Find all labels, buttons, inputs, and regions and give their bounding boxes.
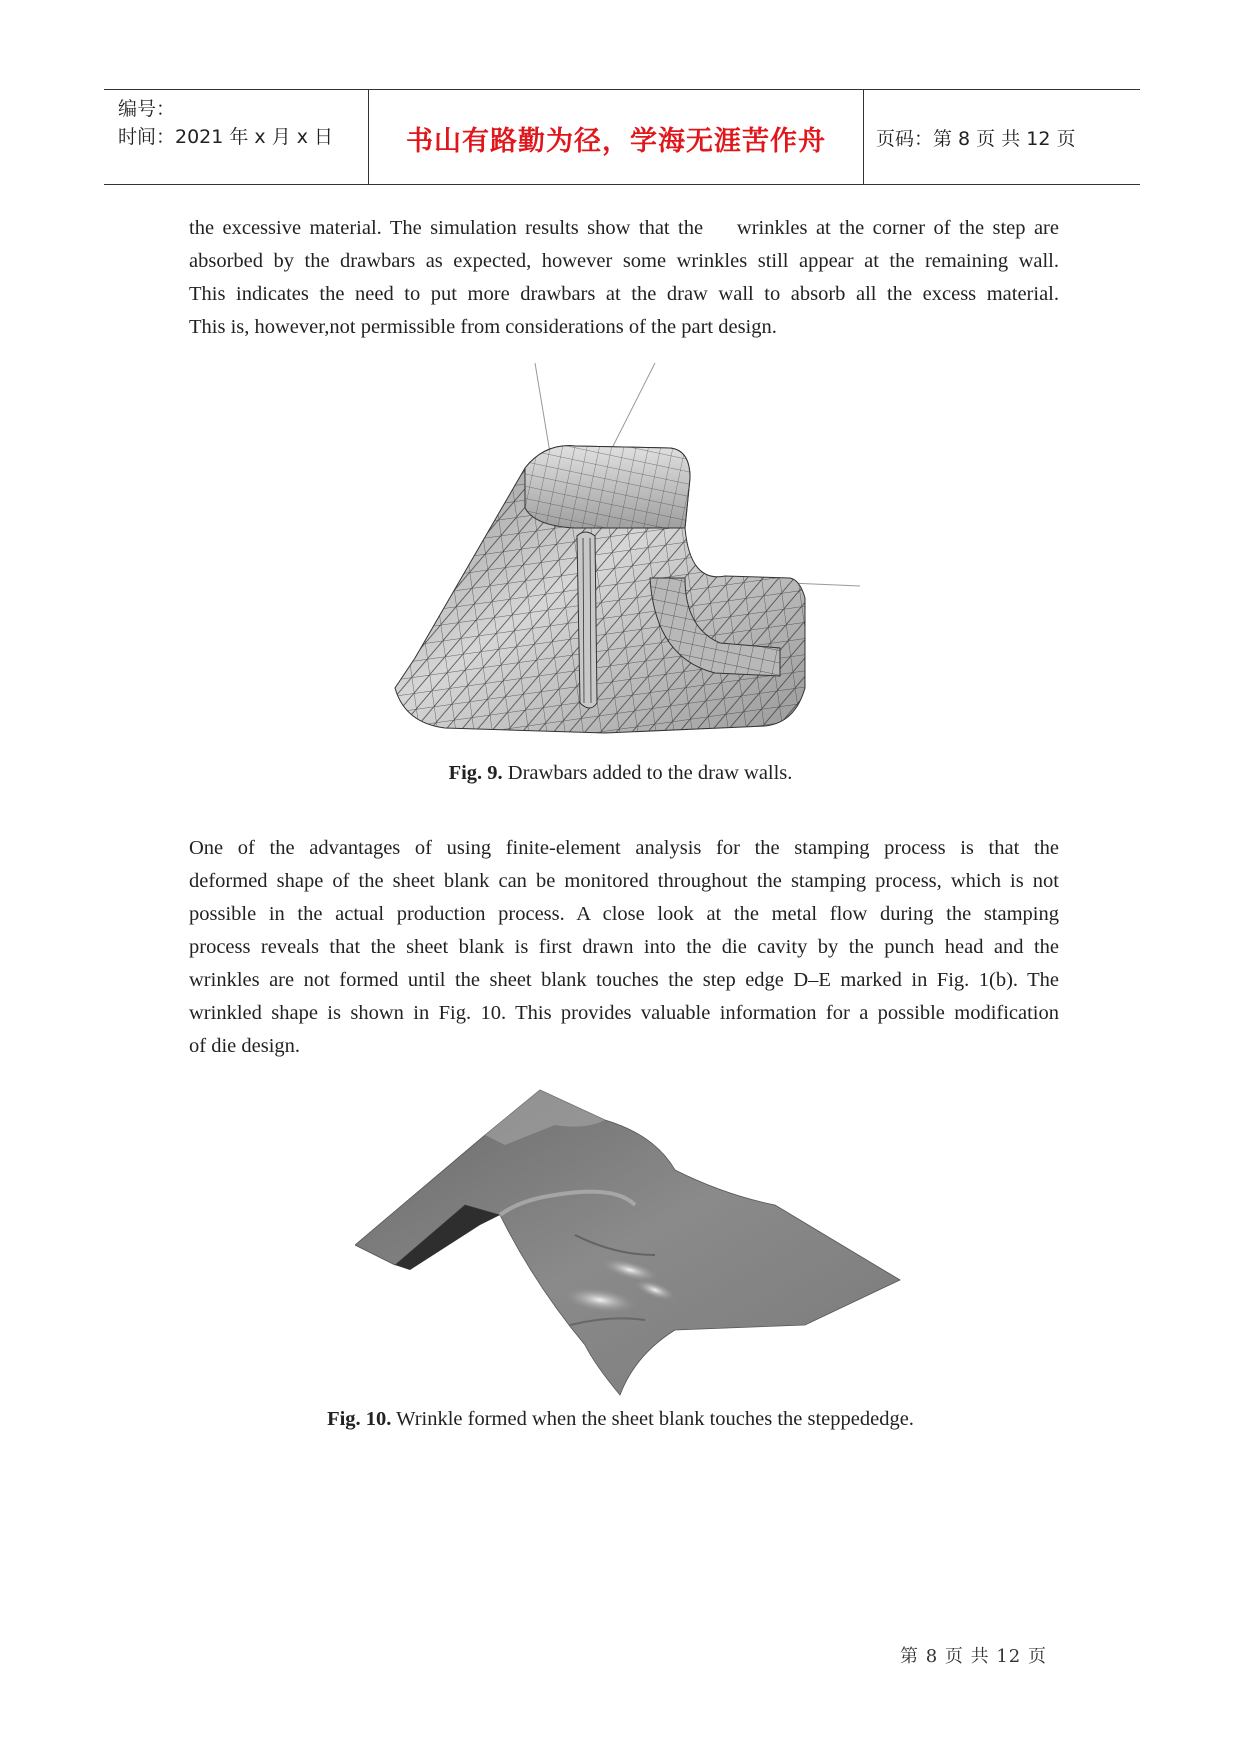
paragraph-1 <box>189 212 1059 344</box>
page-number-label: 页码：第 8 页 共 12 页 <box>876 128 1076 150</box>
text-line: absorbed by the drawbars as expected, however some wrinkles still appear at the remaining wall. <box>189 250 1059 272</box>
figure-10-caption <box>0 1408 1241 1431</box>
figure-10-caption-text: Wrinkle formed when the sheet blank touches the steppededge. <box>391 1408 914 1430</box>
header-info-cell <box>104 90 369 184</box>
header-page-cell <box>864 90 1140 184</box>
text-line: deformed shape of the sheet blank can be monitored throughout the stamping process, which is not <box>189 870 1059 892</box>
text-line: process reveals that the sheet blank is first drawn into the die cavity by the punch head and the <box>189 936 1059 958</box>
figure-9-label: Fig. 9. <box>448 762 503 784</box>
paragraph-2 <box>189 832 1059 1063</box>
figure-10-label: Fig. 10. <box>327 1408 392 1430</box>
page-footer: 第 8 页 共 12 页 <box>900 1646 1047 1667</box>
figure-9-caption <box>0 762 1241 785</box>
text-line: wrinkled shape is shown in Fig. 10. This provides valuable information for a possible modification <box>189 1002 1059 1024</box>
text-line: One of the advantages of using finite-element analysis for the stamping process is that the <box>189 837 1059 859</box>
page-header <box>104 89 1140 185</box>
text-line: This indicates the need to put more drawbars at the draw wall to absorb all the excess material. <box>189 283 1059 305</box>
figure-9-image <box>385 358 865 738</box>
time-label: 时间：2021 年 x 月 x 日 <box>118 126 334 148</box>
text-line: of die design. <box>189 1035 301 1057</box>
figure-9-caption-text: Drawbars added to the draw walls. <box>502 762 793 784</box>
serial-label: 编号： <box>118 98 176 120</box>
motto-text: 书山有路勤为径，学海无涯苦作舟 <box>406 126 826 157</box>
text-line: possible in the actual production process. A close look at the metal flow during the stamping <box>189 903 1059 925</box>
header-motto-cell <box>369 90 864 184</box>
text-line: This is, however,not permissible from considerations of the part design. <box>189 316 777 338</box>
text-line: the excessive material. The simulation results show that the wrinkles at the corner of the step are <box>189 217 1059 239</box>
figure-10-image <box>355 1085 905 1400</box>
text-line: wrinkles are not formed until the sheet blank touches the step edge D–E marked in Fig. 1(b). The <box>189 969 1059 991</box>
